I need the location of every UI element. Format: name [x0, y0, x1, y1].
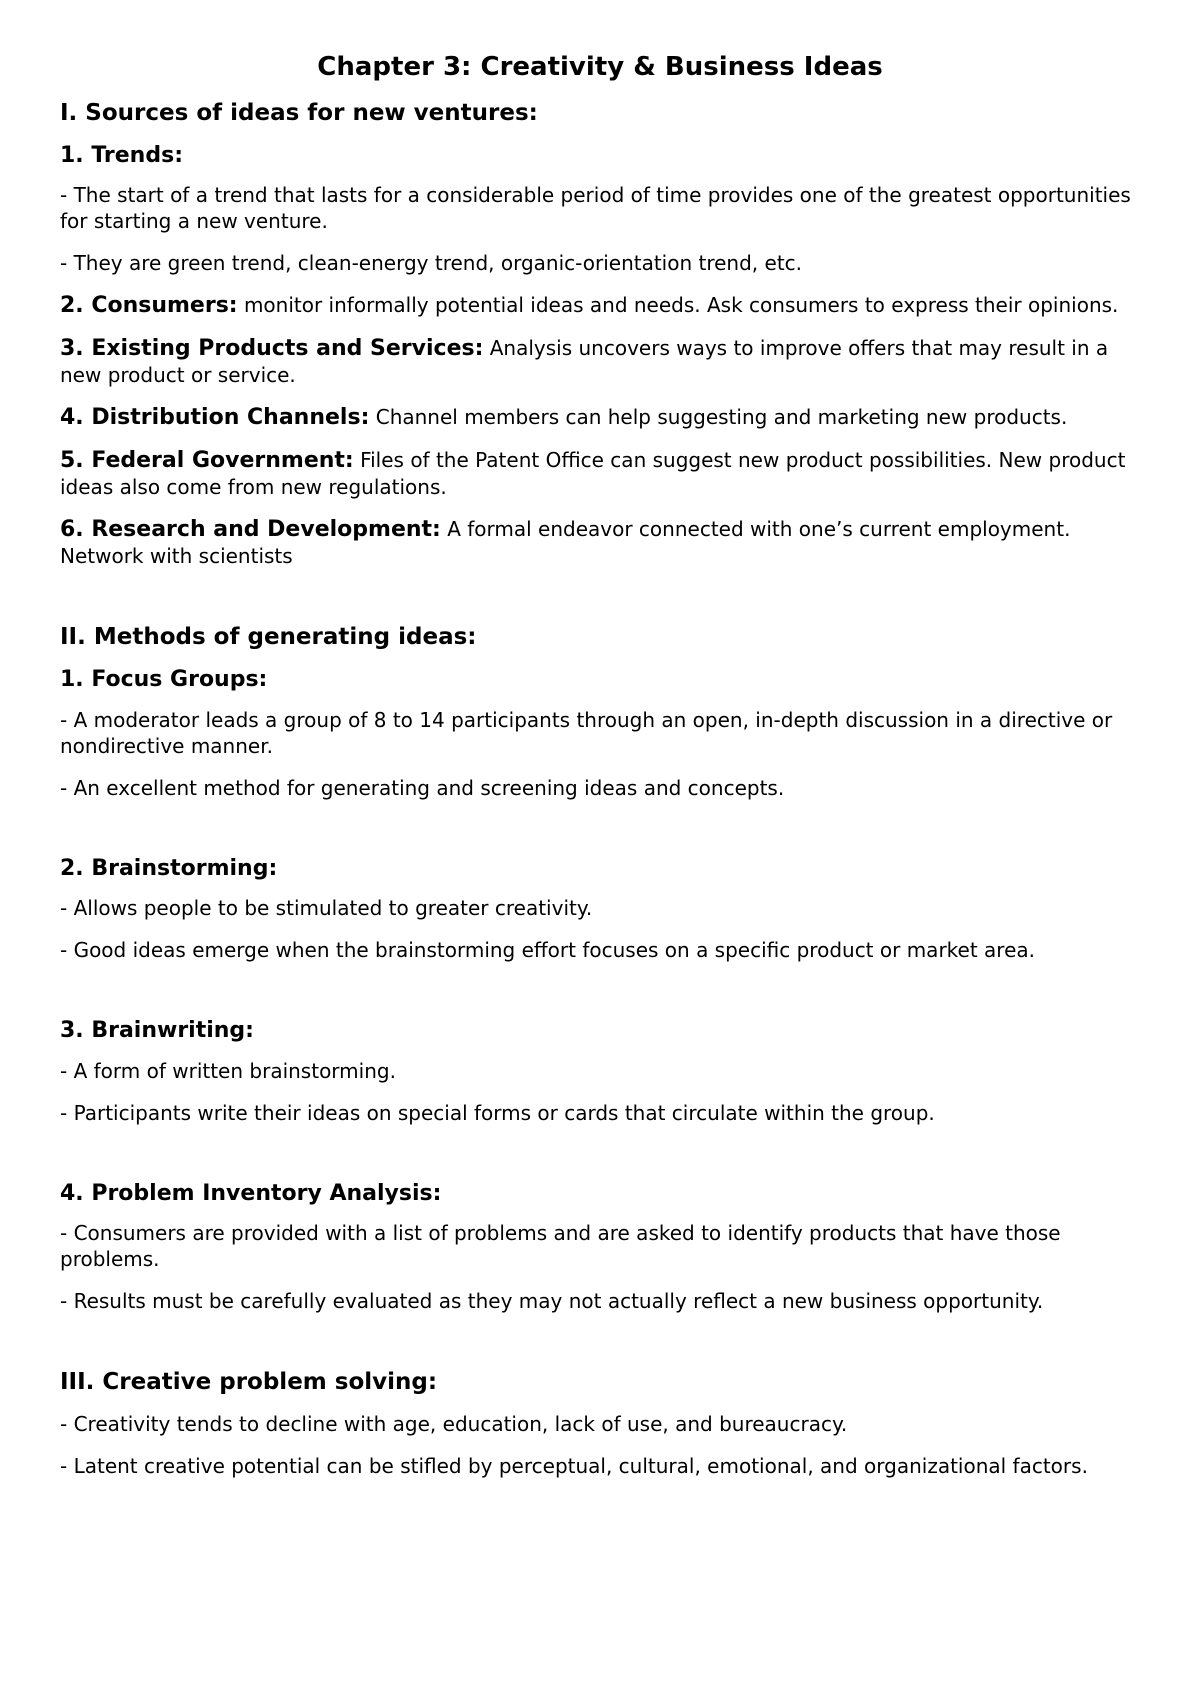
- creative-bullet-2: - Latent creative potential can be stifled by perceptual, cultural, emotional, and organizational factors.: [60, 1453, 1088, 1478]
- spacer: [60, 817, 1140, 855]
- source-item-distribution-channels: [60, 404, 1140, 431]
- brainwriting-bullet-2: - Participants write their ideas on special forms or cards that circulate within the group.: [60, 1100, 935, 1125]
- subheading-trends: 1. Trends:: [60, 142, 183, 168]
- source-item-research-development: [60, 516, 1140, 569]
- source-item-federal-government: [60, 447, 1140, 500]
- source-item-lead: 6. Research and Development:: [60, 517, 441, 543]
- source-item-text: monitor informally potential ideas and needs. Ask consumers to express their opinions.: [237, 293, 1119, 318]
- source-item-text: A formal endeavor connected with one’s current employment. Network with scientists: [60, 517, 1071, 569]
- source-item-consumers: [60, 292, 1140, 319]
- source-item-text: Analysis uncovers ways to improve offers that may result in a new product or service.: [60, 336, 1109, 388]
- trends-bullet-1: - The start of a trend that lasts for a considerable period of time provides one of the greatest opportunities for starting a new venture.: [60, 183, 1131, 234]
- spacer: [60, 1142, 1140, 1180]
- subheading-brainwriting: 3. Brainwriting:: [60, 1018, 254, 1044]
- brainstorming-bullet-1: - Allows people to be stimulated to greater creativity.: [60, 896, 593, 921]
- source-item-lead: 5. Federal Government:: [60, 448, 354, 474]
- source-item-existing-products: [60, 335, 1140, 388]
- brainwriting-bullet-1: - A form of written brainstorming.: [60, 1058, 396, 1083]
- creative-bullet-1: - Creativity tends to decline with age, education, lack of use, and bureaucracy.: [60, 1411, 848, 1436]
- focus-groups-bullet-2: - An excellent method for generating and screening ideas and concepts.: [60, 775, 785, 800]
- spacer: [60, 1330, 1140, 1368]
- subheading-problem-inventory: 4. Problem Inventory Analysis:: [60, 1180, 442, 1206]
- source-item-lead: 4. Distribution Channels:: [60, 405, 370, 431]
- source-item-lead: 3. Existing Products and Services:: [60, 336, 484, 362]
- subheading-focus-groups: 1. Focus Groups:: [60, 667, 268, 693]
- spacer: [60, 979, 1140, 1017]
- brainstorming-bullet-2: - Good ideas emerge when the brainstorming effort focuses on a specific product or market area.: [60, 938, 1035, 963]
- section-heading-creative-problem-solving: III. Creative problem solving:: [60, 1369, 438, 1396]
- focus-groups-bullet-1: - A moderator leads a group of 8 to 14 participants through an open, in-depth discussion in a directive or nondirective manner.: [60, 707, 1113, 758]
- spacer: [60, 585, 1140, 623]
- source-item-text: Channel members can help suggesting and marketing new products.: [369, 405, 1068, 430]
- subheading-brainstorming: 2. Brainstorming:: [60, 855, 278, 881]
- source-item-text: Files of the Patent Office can suggest new product possibilities. New product ideas also come from new regulations.: [60, 448, 1126, 500]
- document-title: Chapter 3: Creativity & Business Ideas: [317, 52, 883, 82]
- problem-inventory-bullet-1: - Consumers are provided with a list of problems and are asked to identify products that have those problems.: [60, 1221, 1061, 1272]
- section-heading-sources: I. Sources of ideas for new ventures:: [60, 100, 538, 127]
- source-item-lead: 2. Consumers:: [60, 293, 238, 319]
- document-page: [60, 52, 1140, 1495]
- section-heading-methods: II. Methods of generating ideas:: [60, 624, 477, 651]
- problem-inventory-bullet-2: - Results must be carefully evaluated as they may not actually reflect a new business opportunity.: [60, 1289, 1044, 1314]
- trends-bullet-2: - They are green trend, clean-energy trend, organic-orientation trend, etc.: [60, 251, 803, 276]
